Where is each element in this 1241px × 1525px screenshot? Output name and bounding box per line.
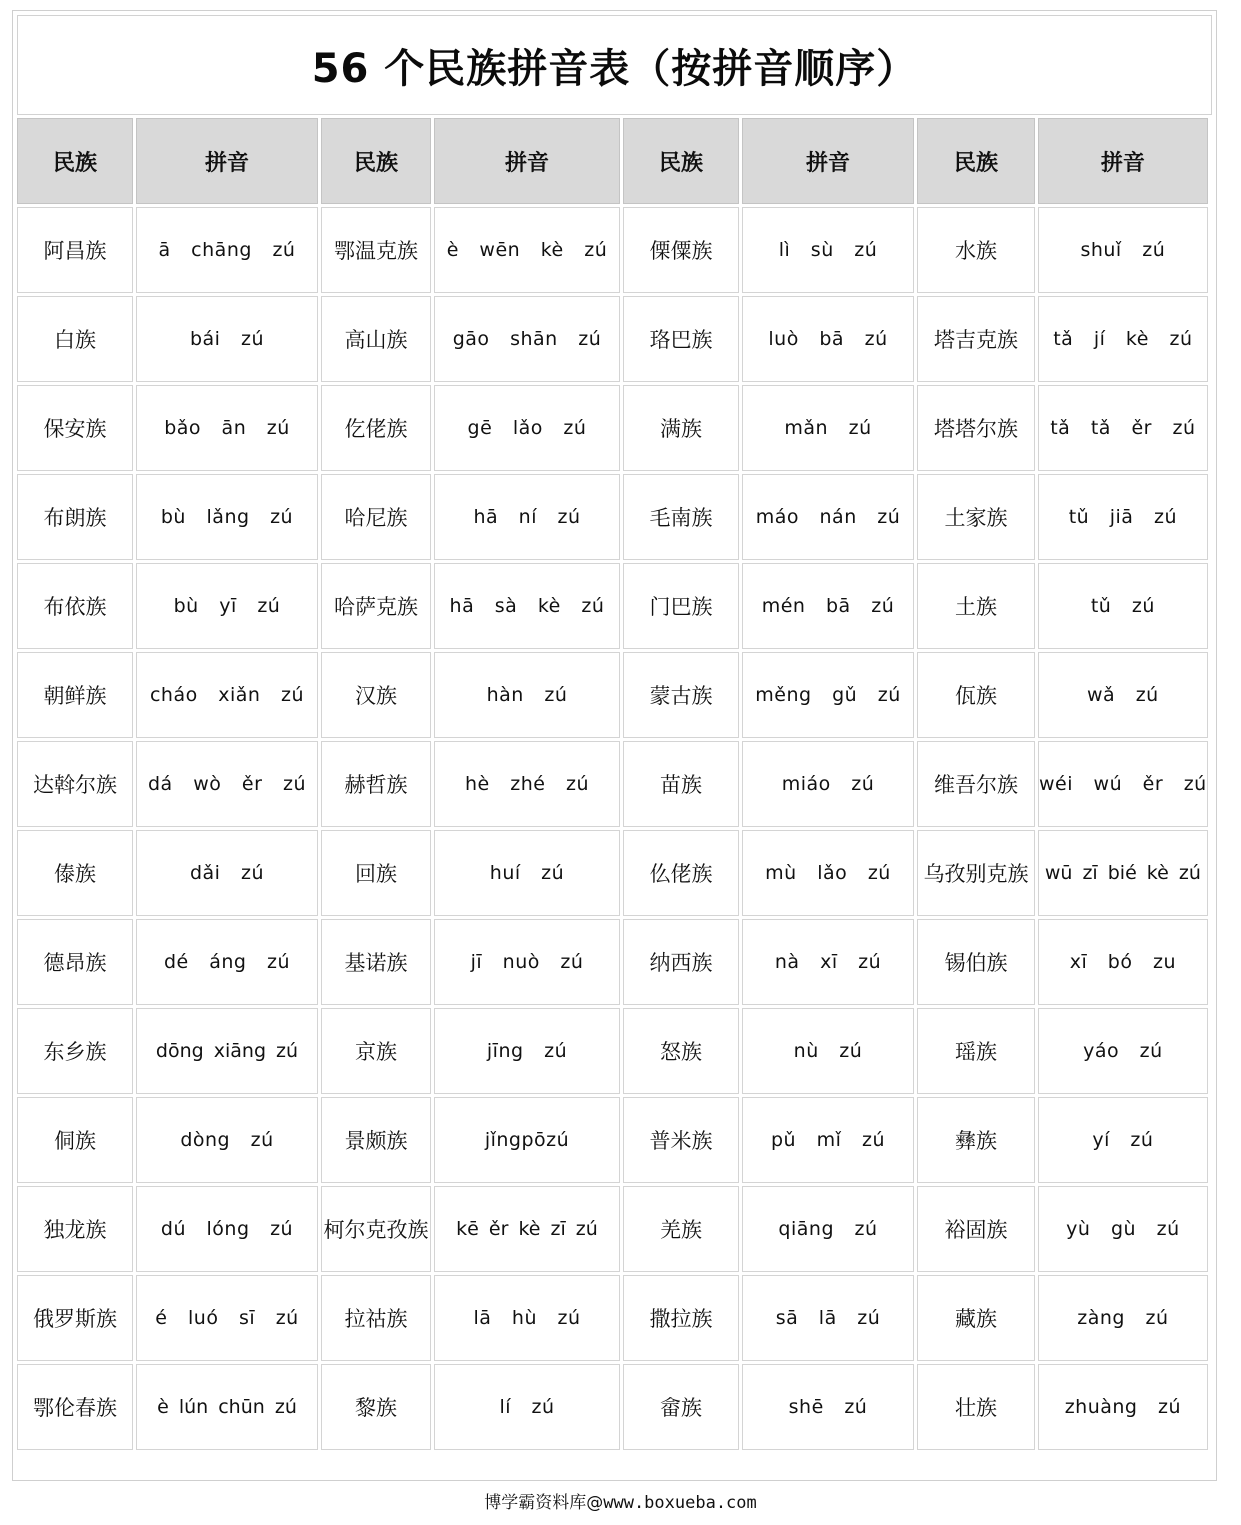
footer-url: www.boxueba.com xyxy=(603,1493,757,1513)
table-row xyxy=(17,919,1208,1005)
ethnic-group-cell: 赫哲族 xyxy=(321,741,431,827)
ethnic-group-cell: 土族 xyxy=(917,563,1035,649)
ethnic-group-cell: 撒拉族 xyxy=(623,1275,739,1361)
ethnic-group-cell: 回族 xyxy=(321,830,431,916)
table-row xyxy=(17,1364,1208,1450)
pinyin-cell: huí zú xyxy=(434,830,620,916)
ethnic-group-cell: 德昂族 xyxy=(17,919,133,1005)
ethnic-group-cell: 塔吉克族 xyxy=(917,296,1035,382)
page-title: 56 个民族拼音表（按拼音顺序） xyxy=(311,45,918,92)
pinyin-cell: mù lǎo zú xyxy=(742,830,914,916)
pinyin-cell: lí zú xyxy=(434,1364,620,1450)
page-sheet xyxy=(12,10,1217,1481)
pinyin-cell: bái zú xyxy=(136,296,318,382)
table-row xyxy=(17,1275,1208,1361)
pinyin-cell: kē ěr kè zī zú xyxy=(434,1186,620,1272)
pinyin-cell: bǎo ān zú xyxy=(136,385,318,471)
pinyin-cell: dǎi zú xyxy=(136,830,318,916)
pinyin-cell: shuǐ zú xyxy=(1038,207,1208,293)
ethnic-group-cell: 乌孜别克族 xyxy=(917,830,1035,916)
pinyin-cell: jǐngpōzú xyxy=(434,1097,620,1183)
pinyin-cell: tǔ zú xyxy=(1038,563,1208,649)
pinyin-cell: hè zhé zú xyxy=(434,741,620,827)
pinyin-cell: hā ní zú xyxy=(434,474,620,560)
ethnic-group-cell: 达斡尔族 xyxy=(17,741,133,827)
table-header-row xyxy=(17,118,1208,204)
pinyin-cell: è wēn kè zú xyxy=(434,207,620,293)
ethnic-group-cell: 裕固族 xyxy=(917,1186,1035,1272)
header-pinyin: 拼音 xyxy=(136,118,318,204)
pinyin-cell: dòng zú xyxy=(136,1097,318,1183)
pinyin-cell: nù zú xyxy=(742,1008,914,1094)
ethnic-group-cell: 景颇族 xyxy=(321,1097,431,1183)
ethnic-group-cell: 瑶族 xyxy=(917,1008,1035,1094)
header-pinyin: 拼音 xyxy=(742,118,914,204)
pinyin-cell: zhuàng zú xyxy=(1038,1364,1208,1450)
header-pinyin: 拼音 xyxy=(434,118,620,204)
ethnic-group-cell: 满族 xyxy=(623,385,739,471)
pinyin-cell: hàn zú xyxy=(434,652,620,738)
pinyin-cell: mén bā zú xyxy=(742,563,914,649)
pinyin-cell: xī bó zu xyxy=(1038,919,1208,1005)
table-row xyxy=(17,1097,1208,1183)
pinyin-cell: yí zú xyxy=(1038,1097,1208,1183)
pinyin-cell: mǎn zú xyxy=(742,385,914,471)
pinyin-cell: tǎ jí kè zú xyxy=(1038,296,1208,382)
ethnic-group-cell: 东乡族 xyxy=(17,1008,133,1094)
ethnic-group-cell: 藏族 xyxy=(917,1275,1035,1361)
header-ethnic-group: 民族 xyxy=(321,118,431,204)
pinyin-cell: luò bā zú xyxy=(742,296,914,382)
pinyin-cell: shē zú xyxy=(742,1364,914,1450)
ethnic-group-cell: 独龙族 xyxy=(17,1186,133,1272)
ethnic-group-cell: 土家族 xyxy=(917,474,1035,560)
ethnic-group-cell: 畲族 xyxy=(623,1364,739,1450)
pinyin-cell: jīng zú xyxy=(434,1008,620,1094)
header-ethnic-group: 民族 xyxy=(17,118,133,204)
pinyin-cell: pǔ mǐ zú xyxy=(742,1097,914,1183)
header-ethnic-group: 民族 xyxy=(623,118,739,204)
pinyin-cell: lì sù zú xyxy=(742,207,914,293)
table-row xyxy=(17,830,1208,916)
pinyin-cell: měng gǔ zú xyxy=(742,652,914,738)
pinyin-cell: ā chāng zú xyxy=(136,207,318,293)
pinyin-cell: dōng xiāng zú xyxy=(136,1008,318,1094)
pinyin-cell: dá wò ěr zú xyxy=(136,741,318,827)
table-row xyxy=(17,474,1208,560)
pinyin-cell: qiāng zú xyxy=(742,1186,914,1272)
ethnic-group-cell: 普米族 xyxy=(623,1097,739,1183)
pinyin-cell: wǎ zú xyxy=(1038,652,1208,738)
pinyin-cell: gāo shān zú xyxy=(434,296,620,382)
pinyin-cell: tǔ jiā zú xyxy=(1038,474,1208,560)
ethnic-group-cell: 布朗族 xyxy=(17,474,133,560)
pinyin-cell: miáo zú xyxy=(742,741,914,827)
ethnic-group-cell: 苗族 xyxy=(623,741,739,827)
ethnic-group-cell: 怒族 xyxy=(623,1008,739,1094)
pinyin-cell: yáo zú xyxy=(1038,1008,1208,1094)
pinyin-cell: dú lóng zú xyxy=(136,1186,318,1272)
footer-label: 博学霸资料库@ xyxy=(484,1493,604,1513)
pinyin-cell: dé áng zú xyxy=(136,919,318,1005)
pinyin-cell: hā sà kè zú xyxy=(434,563,620,649)
ethnic-group-cell: 纳西族 xyxy=(623,919,739,1005)
header-ethnic-group: 民族 xyxy=(917,118,1035,204)
table-row xyxy=(17,652,1208,738)
pinyin-cell: bù yī zú xyxy=(136,563,318,649)
ethnic-group-cell: 基诺族 xyxy=(321,919,431,1005)
ethnic-group-cell: 俄罗斯族 xyxy=(17,1275,133,1361)
pinyin-cell: nà xī zú xyxy=(742,919,914,1005)
ethnic-group-cell: 毛南族 xyxy=(623,474,739,560)
pinyin-cell: è lún chūn zú xyxy=(136,1364,318,1450)
table-row xyxy=(17,385,1208,471)
ethnic-table-wrapper xyxy=(14,115,1211,1453)
ethnic-group-cell: 哈尼族 xyxy=(321,474,431,560)
ethnic-group-cell: 黎族 xyxy=(321,1364,431,1450)
ethnic-group-cell: 锡伯族 xyxy=(917,919,1035,1005)
table-row xyxy=(17,741,1208,827)
ethnic-group-cell: 保安族 xyxy=(17,385,133,471)
ethnic-group-cell: 白族 xyxy=(17,296,133,382)
ethnic-group-cell: 仡佬族 xyxy=(321,385,431,471)
ethnic-group-cell: 塔塔尔族 xyxy=(917,385,1035,471)
ethnic-pinyin-table xyxy=(14,115,1211,1453)
pinyin-cell: wéi wú ěr zú xyxy=(1038,741,1208,827)
pinyin-cell: máo nán zú xyxy=(742,474,914,560)
ethnic-group-cell: 珞巴族 xyxy=(623,296,739,382)
ethnic-group-cell: 京族 xyxy=(321,1008,431,1094)
table-row xyxy=(17,296,1208,382)
ethnic-group-cell: 傈僳族 xyxy=(623,207,739,293)
table-row xyxy=(17,1186,1208,1272)
ethnic-group-cell: 壮族 xyxy=(917,1364,1035,1450)
header-pinyin: 拼音 xyxy=(1038,118,1208,204)
ethnic-group-cell: 佤族 xyxy=(917,652,1035,738)
ethnic-group-cell: 汉族 xyxy=(321,652,431,738)
ethnic-group-cell: 高山族 xyxy=(321,296,431,382)
ethnic-group-cell: 门巴族 xyxy=(623,563,739,649)
pinyin-cell: wū zī bié kè zú xyxy=(1038,830,1208,916)
pinyin-cell: bù lǎng zú xyxy=(136,474,318,560)
ethnic-group-cell: 水族 xyxy=(917,207,1035,293)
pinyin-cell: gē lǎo zú xyxy=(434,385,620,471)
ethnic-group-cell: 哈萨克族 xyxy=(321,563,431,649)
pinyin-cell: cháo xiǎn zú xyxy=(136,652,318,738)
table-body xyxy=(17,207,1208,1450)
ethnic-group-cell: 鄂温克族 xyxy=(321,207,431,293)
ethnic-group-cell: 鄂伦春族 xyxy=(17,1364,133,1450)
ethnic-group-cell: 蒙古族 xyxy=(623,652,739,738)
pinyin-cell: tǎ tǎ ěr zú xyxy=(1038,385,1208,471)
pinyin-cell: é luó sī zú xyxy=(136,1275,318,1361)
table-row xyxy=(17,207,1208,293)
ethnic-group-cell: 维吾尔族 xyxy=(917,741,1035,827)
pinyin-cell: jī nuò zú xyxy=(434,919,620,1005)
ethnic-group-cell: 拉祜族 xyxy=(321,1275,431,1361)
footer xyxy=(0,1488,1241,1513)
ethnic-group-cell: 彝族 xyxy=(917,1097,1035,1183)
ethnic-group-cell: 羌族 xyxy=(623,1186,739,1272)
table-row xyxy=(17,563,1208,649)
ethnic-group-cell: 侗族 xyxy=(17,1097,133,1183)
ethnic-group-cell: 阿昌族 xyxy=(17,207,133,293)
ethnic-group-cell: 布依族 xyxy=(17,563,133,649)
table-row xyxy=(17,1008,1208,1094)
ethnic-group-cell: 傣族 xyxy=(17,830,133,916)
pinyin-cell: yù gù zú xyxy=(1038,1186,1208,1272)
pinyin-cell: sā lā zú xyxy=(742,1275,914,1361)
title-box xyxy=(17,15,1212,115)
ethnic-group-cell: 柯尔克孜族 xyxy=(321,1186,431,1272)
pinyin-cell: lā hù zú xyxy=(434,1275,620,1361)
ethnic-group-cell: 仫佬族 xyxy=(623,830,739,916)
pinyin-cell: zàng zú xyxy=(1038,1275,1208,1361)
ethnic-group-cell: 朝鲜族 xyxy=(17,652,133,738)
